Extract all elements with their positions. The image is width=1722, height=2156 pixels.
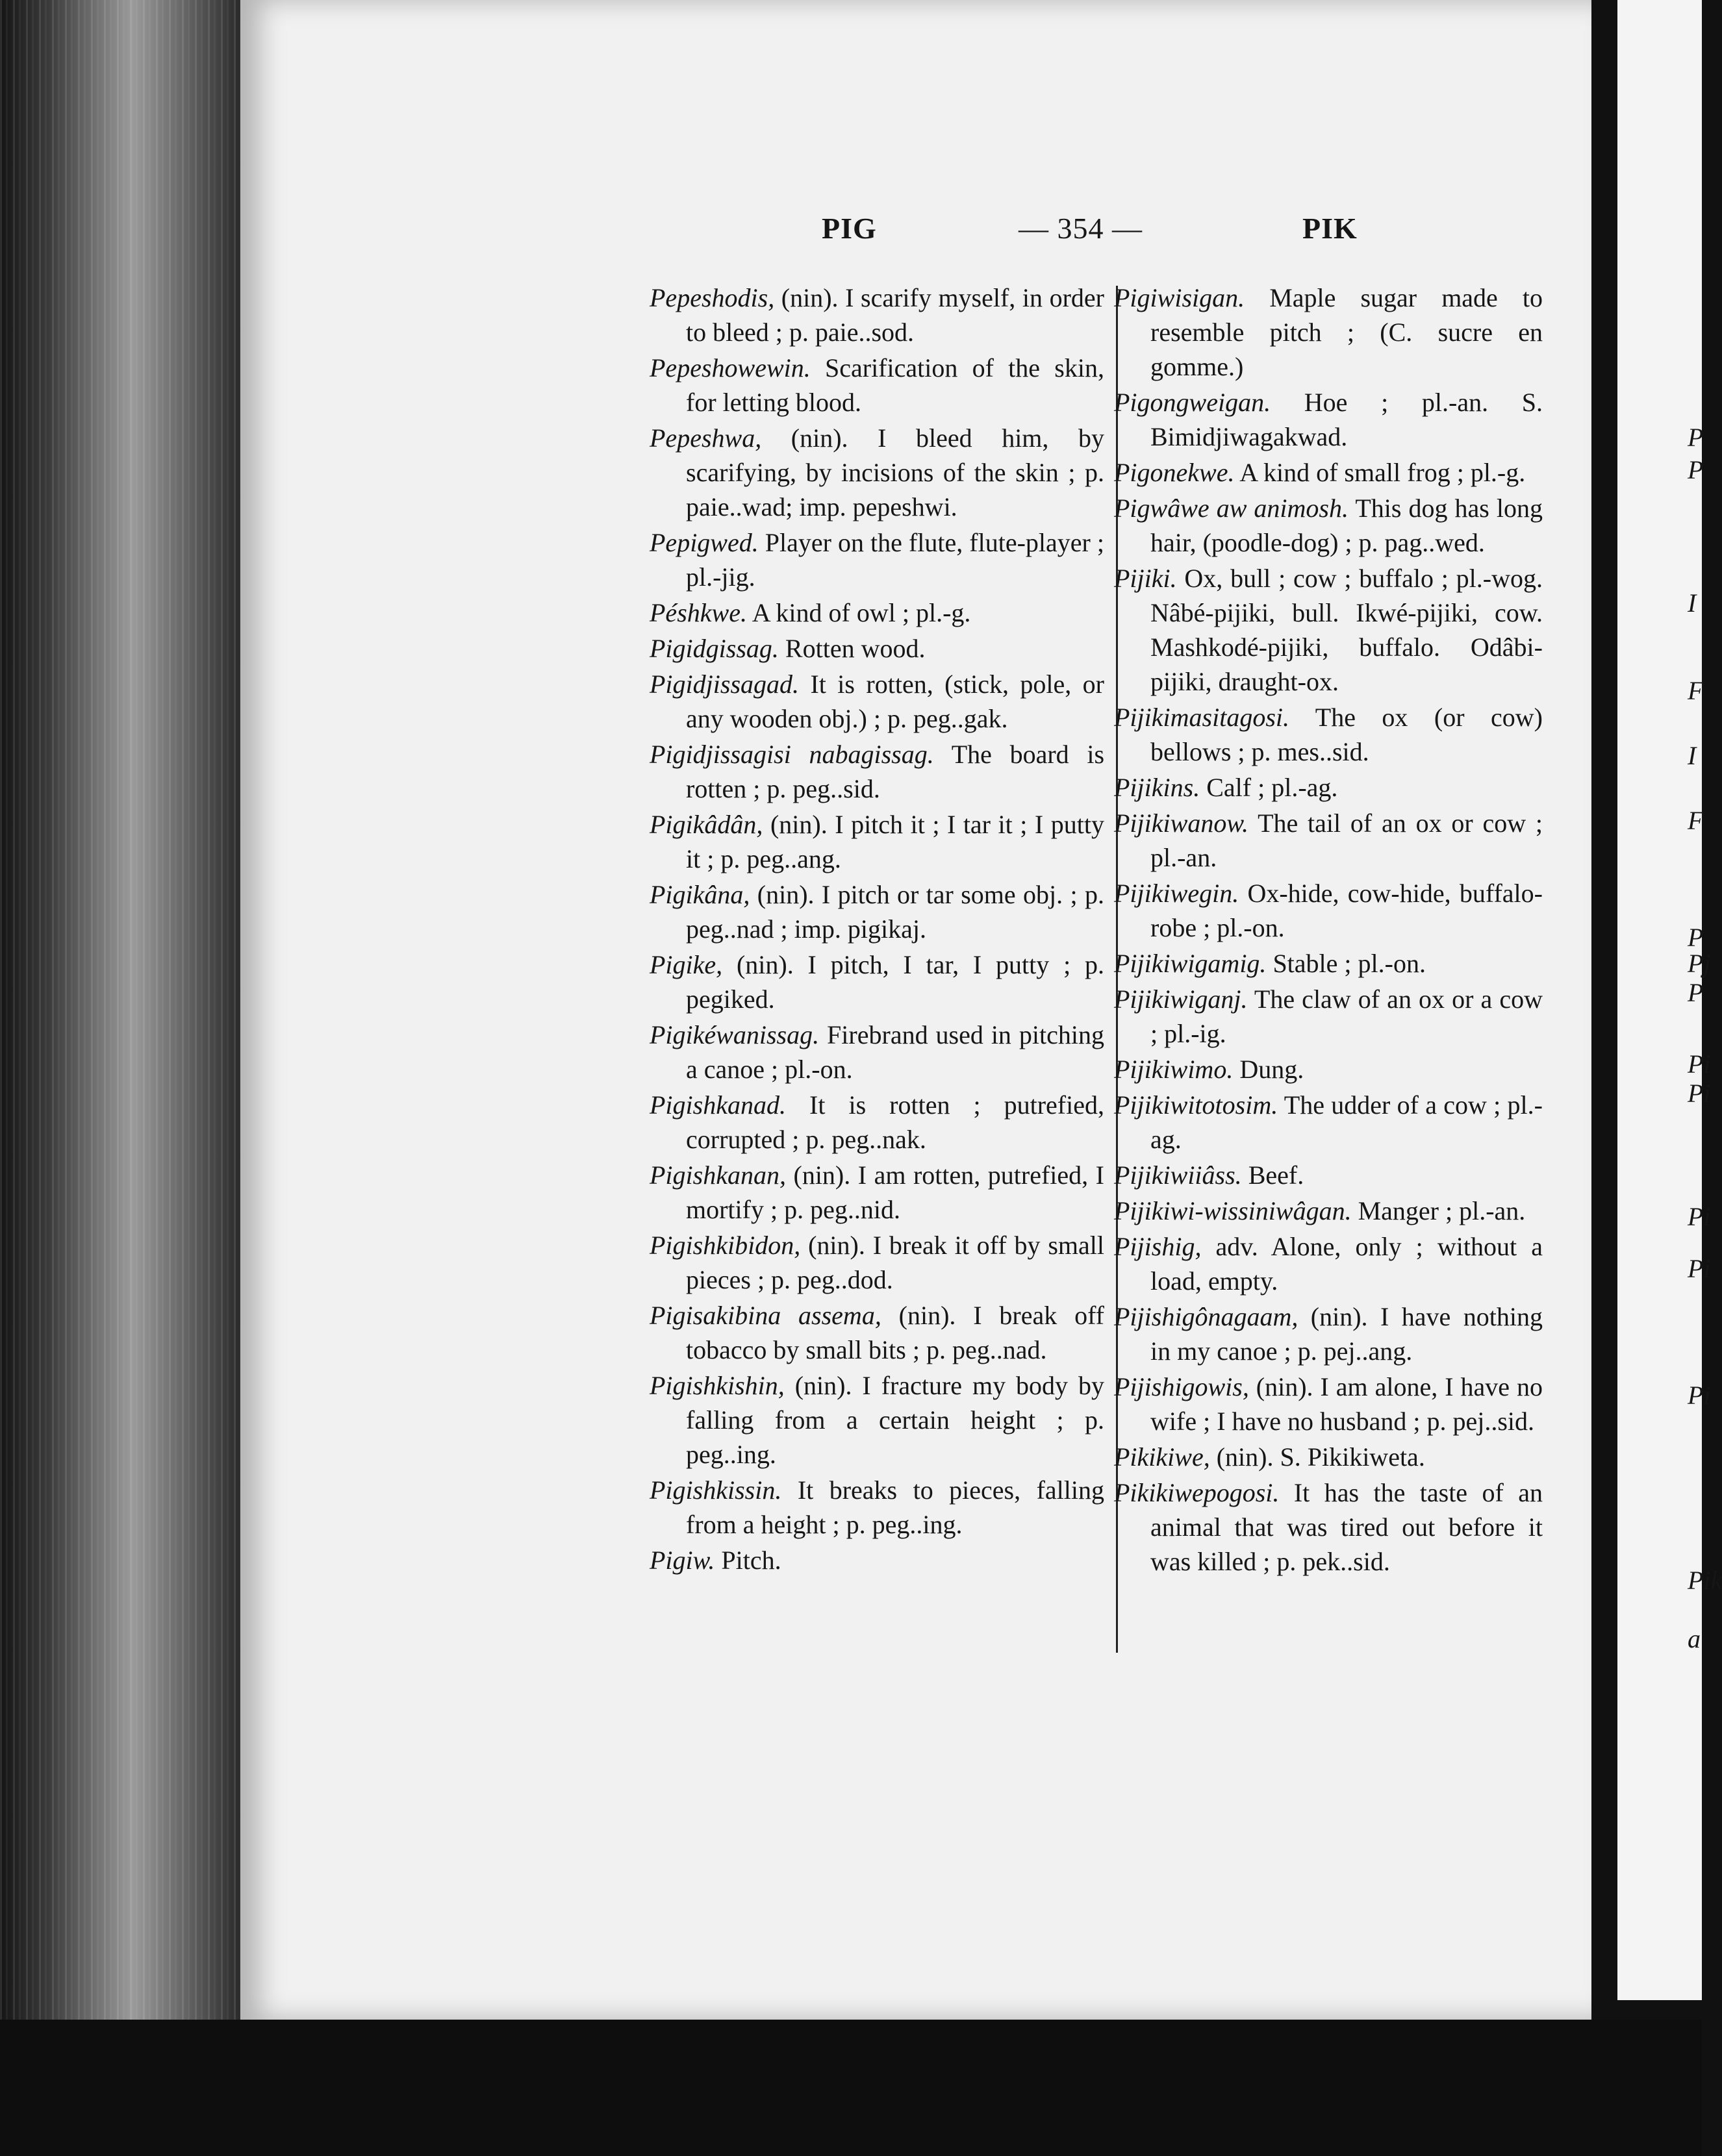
dictionary-entry [650, 947, 1104, 1016]
entry-headword: Pijikiwiganj. [1114, 984, 1248, 1014]
entry-headword: Pigongweigan. [1114, 388, 1271, 417]
entry-definition: Ox, bull ; cow ; buffalo ; pl.-wog. Nâbé-pijiki, bull. Ikwé-pijiki, cow. Mashkodé-pijiki, buffalo. Odâbi-pijiki, draught-ox. [1150, 564, 1543, 696]
entry-headword: Pijikiwi-wissiniwâgan. [1114, 1196, 1352, 1225]
dictionary-entry [1114, 876, 1543, 945]
entry-headword: Pijikiwitotosim. [1114, 1090, 1278, 1120]
entry-definition: Pitch. [715, 1546, 781, 1575]
entry-headword: Pigisakibina assema, [650, 1301, 881, 1330]
entry-definition: This dog has long hair, (poodle-dog) ; p. pag..wed. [1150, 494, 1543, 557]
page-number: — 354 — [1019, 212, 1143, 245]
running-head-left: PIG [822, 212, 877, 245]
dictionary-entry [1114, 1229, 1543, 1298]
entry-headword: Pijikiwanow. [1114, 808, 1249, 838]
dictionary-entry [650, 351, 1104, 420]
entry-definition: (nin). I bleed him, by scarifying, by incisions of the skin ; p. paie..wad; imp. pepeshwi. [686, 423, 1104, 521]
entry-definition: (nin). I pitch or tar some obj. ; p. peg..nad ; imp. pigikaj. [686, 880, 1104, 944]
entry-headword: Pigidgissag. [650, 634, 779, 663]
entry-definition: Calf ; pl.-ag. [1200, 773, 1338, 802]
adjacent-page-fragment: Pik [1688, 1566, 1722, 1595]
entry-headword: Péshkwe. [650, 598, 747, 627]
dictionary-entry [1114, 561, 1543, 699]
entry-headword: Pigidjissagad. [650, 670, 800, 699]
entry-headword: Pepeshodis, [650, 283, 775, 312]
dictionary-entry [650, 1088, 1104, 1157]
dictionary-entry [650, 1543, 1104, 1577]
entry-headword: Pijishigowis, [1114, 1372, 1249, 1401]
dictionary-entry [650, 667, 1104, 736]
entry-headword: Pigwâwe aw animosh. [1114, 494, 1348, 523]
entry-definition: (nin). I scarify myself, in order to bleed ; p. paie..sod. [686, 283, 1104, 347]
entry-headword: Pijikiwigamig. [1114, 949, 1267, 978]
dictionary-entry [1114, 455, 1543, 490]
adjacent-page-fragment: P [1688, 455, 1704, 484]
entry-definition: (nin). I am alone, I have no wife ; I have no husband ; p. pej..sid. [1150, 1372, 1543, 1436]
adjacent-page-fragment: Pj [1688, 949, 1711, 978]
entry-definition: (nin). I am rotten, putrefied, I mortify ; p. peg..nid. [686, 1160, 1104, 1224]
entry-definition: It is rotten ; putrefied, corrupted ; p. peg..nak. [686, 1090, 1104, 1154]
dictionary-entry [1114, 281, 1543, 384]
entry-headword: Pigonekwe. [1114, 458, 1235, 487]
entry-definition: (nin). I break it off by small pieces ; p. peg..dod. [686, 1231, 1104, 1294]
entry-definition: Stable ; pl.-on. [1266, 949, 1426, 978]
entry-headword: Pigishkanan, [650, 1160, 786, 1190]
entry-definition: The tail of an ox or cow ; pl.-an. [1150, 808, 1543, 872]
entry-headword: Pijikiwimo. [1114, 1055, 1234, 1084]
adjacent-page-fragment: I [1688, 741, 1697, 770]
entry-headword: Pigiwisigan. [1114, 283, 1245, 312]
entry-headword: Pigikâna, [650, 880, 750, 909]
dictionary-entry [1114, 1194, 1543, 1228]
entry-headword: Pijikimasitagosi. [1114, 703, 1289, 732]
entry-headword: Pigiw. [650, 1546, 715, 1575]
entry-headword: Pikikiwepogosi. [1114, 1478, 1280, 1507]
dictionary-entry [1114, 1088, 1543, 1157]
entry-definition: It is rotten, (stick, pole, or any wooden obj.) ; p. peg..gak. [686, 670, 1104, 733]
dictionary-entry [1114, 1299, 1543, 1368]
dictionary-entry [1114, 1052, 1543, 1086]
entry-headword: Pigidjissagisi nabagissag. [650, 740, 934, 769]
entry-definition: Ox-hide, cow-hide, buffalo-robe ; pl.-on. [1150, 879, 1543, 942]
dictionary-entry [650, 1228, 1104, 1297]
dictionary-entry [1114, 1370, 1543, 1438]
left-column [650, 281, 1104, 1579]
adjacent-page-fragment: a [1688, 1624, 1701, 1653]
adjacent-page-fragment: Pi [1688, 1202, 1711, 1231]
right-column [1114, 281, 1543, 1580]
entry-headword: Pepigwed. [650, 528, 759, 557]
running-head-right: PIK [1302, 212, 1358, 245]
entry-definition: Player on the flute, flute-player ; pl.-jig. [686, 528, 1104, 592]
dictionary-entry [1114, 770, 1543, 805]
entry-definition: The ox (or cow) bellows ; p. mes..sid. [1150, 703, 1543, 766]
adjacent-page-fragment: Pi [1688, 1254, 1711, 1283]
entry-headword: Pigishkissin. [650, 1475, 782, 1505]
entry-headword: Pigishkishin, [650, 1371, 785, 1400]
entry-definition: The udder of a cow ; pl.-ag. [1150, 1090, 1543, 1154]
entry-definition: The board is rotten ; p. peg..sid. [686, 740, 1105, 803]
entry-headword: Pijishigônagaam, [1114, 1302, 1298, 1331]
dictionary-entry [1114, 1475, 1543, 1579]
entry-definition: Beef. [1241, 1160, 1304, 1190]
entry-definition: Maple sugar made to resemble pitch ; (C. sucre en gomme.) [1150, 283, 1543, 381]
entry-definition: Hoe ; pl.-an. S. Bimidjiwagakwad. [1150, 388, 1543, 451]
adjacent-page-fragment: P [1688, 978, 1704, 1007]
entry-headword: Pigikéwanissag. [650, 1020, 820, 1049]
entry-headword: Pigishkanad. [650, 1090, 786, 1120]
entry-definition: (nin). I break off tobacco by small bits ; p. peg..nad. [686, 1301, 1104, 1364]
entry-headword: Pikikiwe, [1114, 1442, 1210, 1472]
dictionary-entry [650, 525, 1104, 594]
dictionary-entry [1114, 385, 1543, 454]
scan-background [0, 2020, 1702, 2156]
entry-definition: A kind of owl ; pl.-g. [746, 598, 971, 627]
dictionary-entry [1114, 982, 1543, 1051]
adjacent-page-fragment: P [1688, 423, 1704, 452]
entry-definition: (nin). I have nothing in my canoe ; p. pej..ang. [1150, 1302, 1543, 1366]
entry-headword: Pigishkibidon, [650, 1231, 801, 1260]
adjacent-page-fragment: Pi [1688, 1079, 1711, 1108]
dictionary-entry [650, 1018, 1104, 1086]
entry-headword: Pigike, [650, 950, 723, 979]
entry-definition: It has the taste of an animal that was tired out before it was killed ; p. pek..sid. [1150, 1478, 1543, 1576]
entry-definition: The claw of an ox or a cow ; pl.-ig. [1150, 984, 1543, 1048]
adjacent-page-fragment: F [1688, 806, 1704, 835]
dictionary-entry [650, 877, 1104, 946]
dictionary-entry [650, 421, 1104, 524]
entry-headword: Pigikâdân, [650, 810, 763, 839]
adjacent-page-fragment: Pi [1688, 1049, 1711, 1079]
entry-definition: Dung. [1233, 1055, 1304, 1084]
dictionary-entry [650, 737, 1104, 806]
entry-headword: Pijiki. [1114, 564, 1177, 593]
adjacent-page-fragment: Pi [1688, 1381, 1711, 1410]
dictionary-entry [650, 1158, 1104, 1227]
dictionary-entry [1114, 1440, 1543, 1474]
adjacent-page-fragment: F [1688, 676, 1704, 705]
entry-headword: Pijikiwiiâss. [1114, 1160, 1242, 1190]
adjacent-page-fragment: I [1688, 588, 1697, 618]
dictionary-entry [650, 1298, 1104, 1367]
dictionary-entry [1114, 946, 1543, 981]
entry-definition: (nin). I fracture my body by falling from a certain height ; p. peg..ing. [686, 1371, 1104, 1469]
dictionary-entry [650, 631, 1104, 666]
entry-headword: Pijishig, [1114, 1232, 1202, 1261]
dictionary-entry [650, 1368, 1104, 1472]
entry-headword: Pijikins. [1114, 773, 1200, 802]
entry-definition: (nin). I pitch it ; I tar it ; I putty it ; p. peg..ang. [686, 810, 1104, 873]
entry-definition: Scarification of the skin, for letting blood. [686, 353, 1104, 417]
entry-headword: Pijikiwegin. [1114, 879, 1239, 908]
entry-definition: (nin). S. Pikikiweta. [1209, 1442, 1425, 1472]
entry-headword: Pepeshwa, [650, 423, 762, 453]
dictionary-entry [1114, 491, 1543, 560]
entry-definition: A kind of small frog ; pl.-g. [1234, 458, 1526, 487]
entry-definition: Rotten wood. [778, 634, 926, 663]
adjacent-page-fragment: P [1688, 923, 1704, 952]
dictionary-entry [650, 1473, 1104, 1542]
entry-definition: Firebrand used in pitching a canoe ; pl.-on. [686, 1020, 1104, 1084]
dictionary-entry [650, 595, 1104, 630]
entry-definition: Manger ; pl.-an. [1351, 1196, 1526, 1225]
dictionary-entry [650, 807, 1104, 876]
dictionary-entry [1114, 700, 1543, 769]
dictionary-entry [1114, 1158, 1543, 1192]
dictionary-entry [1114, 806, 1543, 875]
entry-definition: It breaks to pieces, falling from a height ; p. peg..ing. [686, 1475, 1104, 1539]
dictionary-entry [650, 281, 1104, 349]
book-page-edges [0, 0, 240, 2156]
entry-headword: Pepeshowewin. [650, 353, 811, 382]
entry-definition: adv. Alone, only ; without a load, empty. [1150, 1232, 1543, 1296]
entry-definition: (nin). I pitch, I tar, I putty ; p. pegiked. [686, 950, 1104, 1014]
